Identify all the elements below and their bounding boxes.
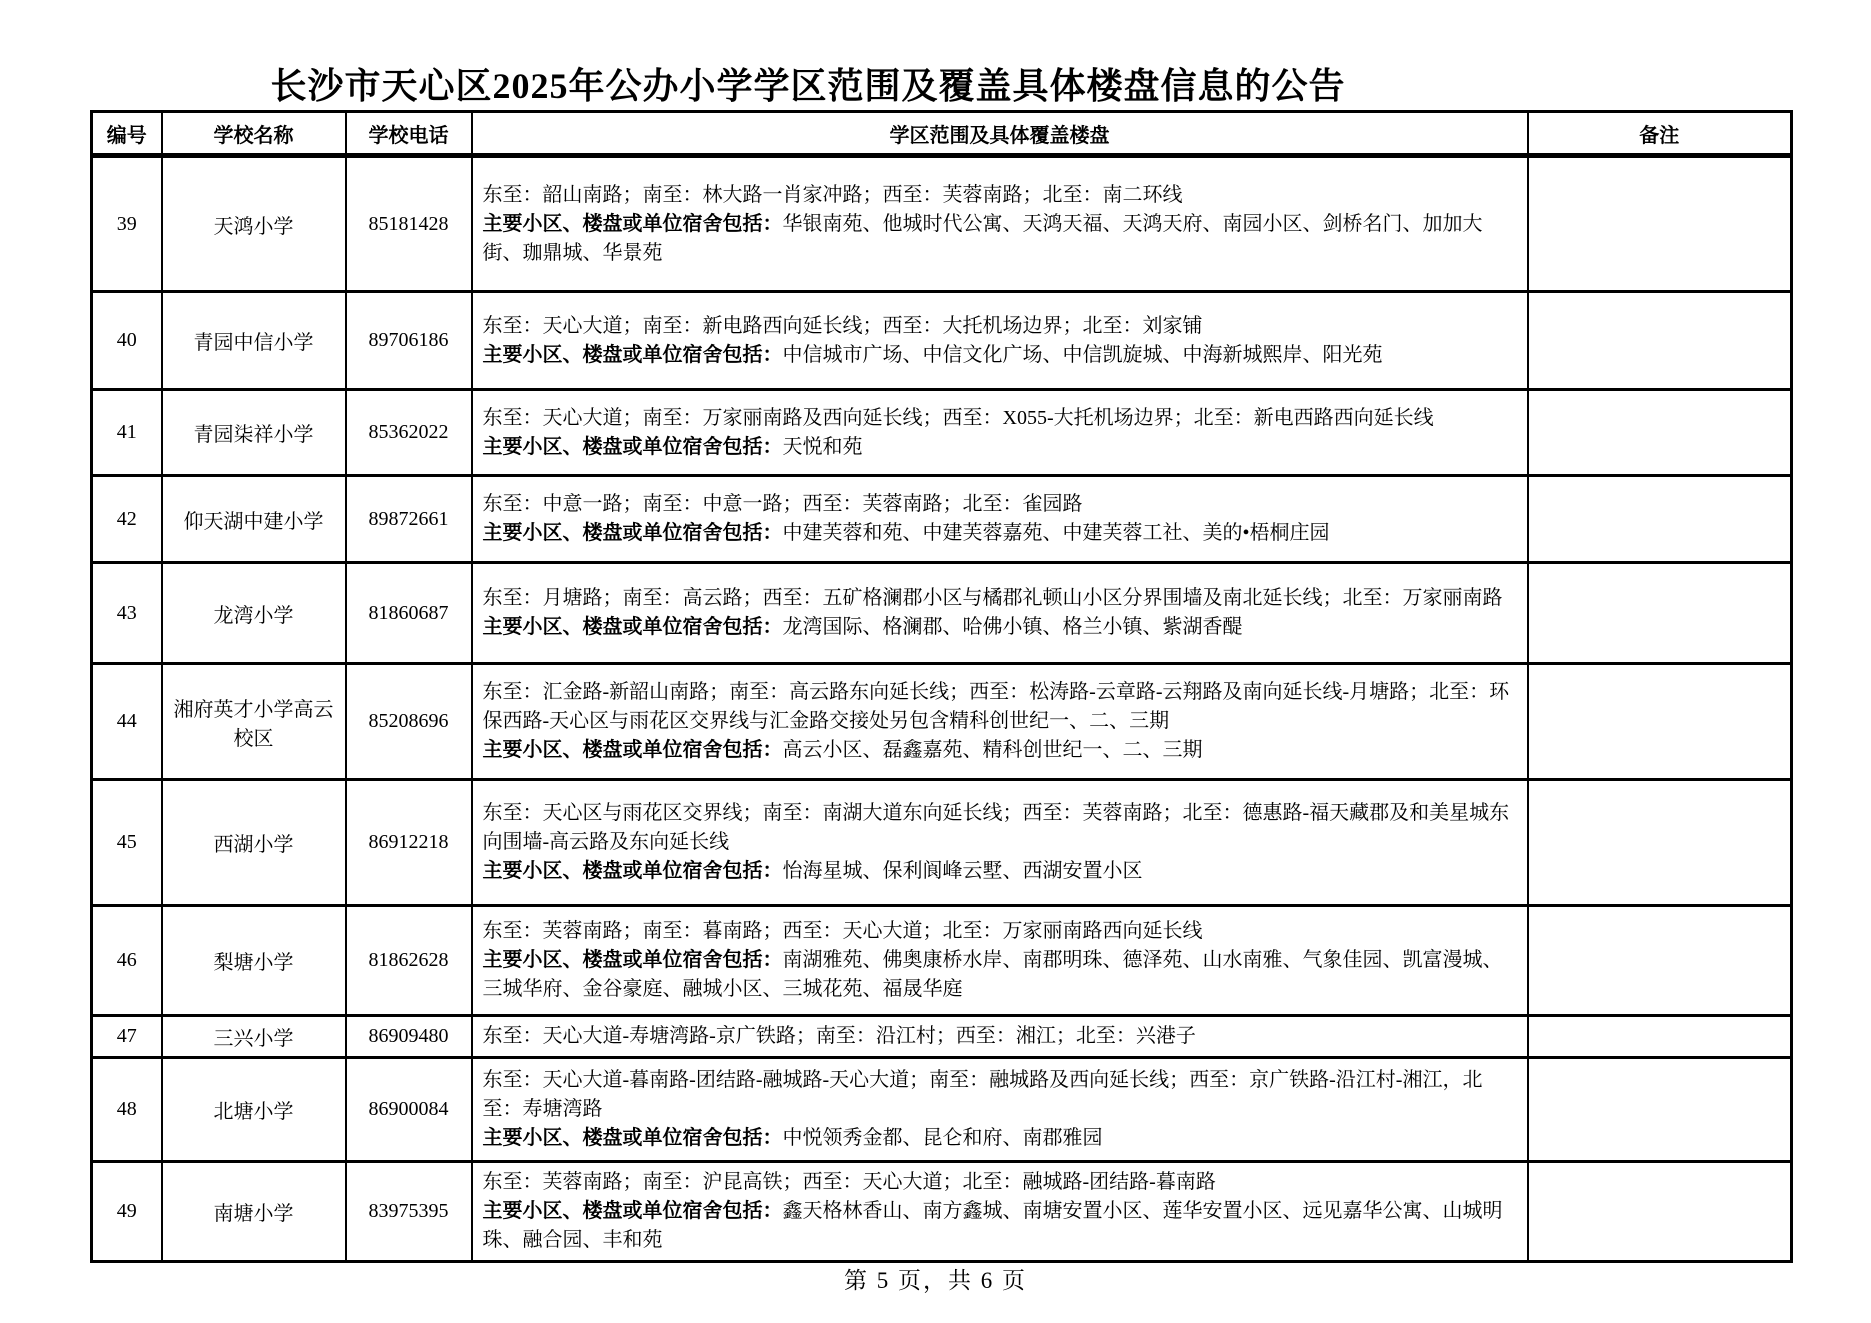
- school-name: 龙湾小学: [162, 563, 346, 664]
- zone-boundary: 东至：汇金路-新韶山南路；南至：高云路东向延长线；西至：松涛路-云章路-云翔路及南向延长线-月塘路；北至：环保西路-天心区与雨花区交界线与汇金路交接处另包含精科创世纪一、二、三期: [482, 681, 1510, 732]
- includes-list: 龙湾国际、格澜郡、哈佛小镇、格兰小镇、紫湖香醍: [782, 616, 1243, 638]
- row-id: 41: [92, 390, 162, 476]
- school-phone: 81860687: [346, 563, 472, 664]
- table-row: [92, 906, 1792, 1016]
- zone-boundary: 东至：天心大道；南至：新电路西向延长线；西至：大托机场边界；北至：刘家铺: [482, 314, 1203, 337]
- includes-label: 主要小区、楼盘或单位宿舍包括：: [482, 1127, 783, 1149]
- school-name: 北塘小学: [162, 1058, 346, 1162]
- zone-boundary: 东至：中意一路；南至：中意一路；西至：芙蓉南路；北至：雀园路: [482, 493, 1083, 515]
- remark-cell: [1528, 664, 1792, 780]
- includes-list: 华银南苑、他城时代公寓、天鸿天福、天鸿天府、南园小区、剑桥名门、加加大街、珈鼎城、华景苑: [482, 212, 1483, 264]
- school-name: 南塘小学: [162, 1162, 346, 1262]
- zone-boundary: 东至：芙蓉南路；南至：沪昆高铁；西至：天心大道；北至：融城路-团结路-暮南路: [482, 1171, 1216, 1193]
- column-header-remark: 备注: [1528, 112, 1792, 156]
- remark-cell: [1528, 1016, 1792, 1058]
- zone-description: [472, 156, 1528, 292]
- table-row: [92, 1162, 1792, 1262]
- remark-cell: [1528, 292, 1792, 390]
- school-phone: 89872661: [346, 476, 472, 563]
- school-phone: 85208696: [346, 664, 472, 780]
- zone-description: [472, 563, 1528, 664]
- school-district-table: [90, 110, 1793, 1263]
- page-title: 长沙市天心区2025年公办小学学区范围及覆盖具体楼盘信息的公告: [270, 66, 1346, 106]
- remark-cell: [1528, 1058, 1792, 1162]
- remark-cell: [1528, 390, 1792, 476]
- zone-description: [472, 780, 1528, 906]
- zone-description: [472, 292, 1528, 390]
- school-name: 青园柒祥小学: [162, 390, 346, 476]
- includes-label: 主要小区、楼盘或单位宿舍包括：: [482, 343, 783, 366]
- table-row: [92, 476, 1792, 563]
- row-id: 45: [92, 780, 162, 906]
- school-name: 青园中信小学: [162, 292, 346, 390]
- row-id: 49: [92, 1162, 162, 1262]
- zone-includes: [483, 433, 1517, 462]
- zone-boundary: 东至：韶山南路；南至：林大路一肖家冲路；西至：芙蓉南路；北至：南二环线: [482, 183, 1183, 206]
- school-phone: 86909480: [346, 1016, 472, 1058]
- table-row: [92, 390, 1792, 476]
- includes-label: 主要小区、楼盘或单位宿舍包括：: [482, 435, 783, 458]
- zone-description: [472, 390, 1528, 476]
- zone-includes: [483, 857, 1517, 886]
- includes-list: 中悦领秀金都、昆仑和府、南郡雅园: [782, 1127, 1103, 1149]
- remark-cell: [1528, 563, 1792, 664]
- row-id: 48: [92, 1058, 162, 1162]
- includes-label: 主要小区、楼盘或单位宿舍包括：: [482, 1200, 783, 1222]
- zone-boundary: 东至：天心大道-寿塘湾路-京广铁路；南至：沿江村；西至：湘江；北至：兴港子: [482, 1025, 1196, 1047]
- column-header-id: 编号: [92, 112, 162, 156]
- zone-includes: [483, 946, 1517, 1004]
- includes-list: 鑫天格林香山、南方鑫城、南塘安置小区、莲华安置小区、远见嘉华公寓、山城明珠、融合园、丰和苑: [482, 1200, 1503, 1251]
- remark-cell: [1528, 476, 1792, 563]
- table-row: [92, 1058, 1792, 1162]
- zone-description: [472, 1016, 1528, 1058]
- column-header-zone: 学区范围及具体覆盖楼盘: [472, 112, 1528, 156]
- page-number-footer: 第 5 页，共 6 页: [844, 1268, 1027, 1293]
- includes-list: 天悦和苑: [782, 435, 863, 458]
- table-header-row: [92, 112, 1792, 156]
- includes-label: 主要小区、楼盘或单位宿舍包括：: [482, 522, 783, 544]
- zone-boundary: 东至：天心大道；南至：万家丽南路及西向延长线；西至：X055-大托机场边界；北至：新电西路西向延长线: [482, 406, 1434, 429]
- zone-includes: [483, 1197, 1517, 1255]
- column-header-phone: 学校电话: [346, 112, 472, 156]
- zone-description: [472, 906, 1528, 1016]
- includes-label: 主要小区、楼盘或单位宿舍包括：: [482, 739, 783, 761]
- zone-description: [472, 476, 1528, 563]
- zone-includes: [483, 519, 1517, 548]
- row-id: 42: [92, 476, 162, 563]
- remark-cell: [1528, 906, 1792, 1016]
- includes-list: 中信城市广场、中信文化广场、中信凯旋城、中海新城熙岸、阳光苑: [782, 343, 1383, 366]
- zone-boundary: 东至：月塘路；南至：高云路；西至：五矿格澜郡小区与橘郡礼顿山小区分界围墙及南北延长线；北至：万家丽南路: [482, 587, 1503, 609]
- school-phone: 86912218: [346, 780, 472, 906]
- zone-includes: [483, 210, 1517, 268]
- zone-description: [472, 1162, 1528, 1262]
- row-id: 43: [92, 563, 162, 664]
- zone-includes: [483, 613, 1517, 642]
- school-name: 三兴小学: [162, 1016, 346, 1058]
- zone-includes: [483, 736, 1517, 765]
- table-row: [92, 664, 1792, 780]
- remark-cell: [1528, 1162, 1792, 1262]
- includes-label: 主要小区、楼盘或单位宿舍包括：: [482, 212, 783, 235]
- zone-boundary: 东至：天心大道-暮南路-团结路-融城路-天心大道；南至：融城路及西向延长线；西至：京广铁路-沿江村-湘江，北至：寿塘湾路: [482, 1069, 1483, 1120]
- table-row: [92, 563, 1792, 664]
- school-phone: 81862628: [346, 906, 472, 1016]
- school-phone: 83975395: [346, 1162, 472, 1262]
- school-phone: 85362022: [346, 390, 472, 476]
- includes-list: 怡海星城、保利阆峰云墅、西湖安置小区: [782, 860, 1143, 882]
- remark-cell: [1528, 780, 1792, 906]
- table-row: [92, 1016, 1792, 1058]
- zone-description: [472, 664, 1528, 780]
- school-phone: 85181428: [346, 156, 472, 292]
- remark-cell: [1528, 156, 1792, 292]
- school-name: 西湖小学: [162, 780, 346, 906]
- table-row: [92, 292, 1792, 390]
- school-name: 仰天湖中建小学: [162, 476, 346, 563]
- row-id: 40: [92, 292, 162, 390]
- includes-list: 中建芙蓉和苑、中建芙蓉嘉苑、中建芙蓉工社、美的•梧桐庄园: [782, 522, 1330, 544]
- row-id: 47: [92, 1016, 162, 1058]
- includes-list: 南湖雅苑、佛奥康桥水岸、南郡明珠、德泽苑、山水南雅、气象佳园、凯富漫城、三城华府、金谷豪庭、融城小区、三城花苑、福晟华庭: [482, 949, 1503, 1000]
- school-phone: 86900084: [346, 1058, 472, 1162]
- school-phone: 89706186: [346, 292, 472, 390]
- zone-description: [472, 1058, 1528, 1162]
- includes-label: 主要小区、楼盘或单位宿舍包括：: [482, 949, 783, 971]
- school-name: 梨塘小学: [162, 906, 346, 1016]
- row-id: 39: [92, 156, 162, 292]
- school-name: 天鸿小学: [162, 156, 346, 292]
- zone-boundary: 东至：芙蓉南路；南至：暮南路；西至：天心大道；北至：万家丽南路西向延长线: [482, 920, 1203, 942]
- includes-list: 高云小区、磊鑫嘉苑、精科创世纪一、二、三期: [782, 739, 1203, 761]
- table-row: [92, 156, 1792, 292]
- includes-label: 主要小区、楼盘或单位宿舍包括：: [482, 616, 783, 638]
- includes-label: 主要小区、楼盘或单位宿舍包括：: [482, 860, 783, 882]
- row-id: 46: [92, 906, 162, 1016]
- zone-includes: [483, 341, 1517, 370]
- column-header-name: 学校名称: [162, 112, 346, 156]
- school-name: 湘府英才小学高云校区: [162, 664, 346, 780]
- zone-boundary: 东至：天心区与雨花区交界线；南至：南湖大道东向延长线；西至：芙蓉南路；北至：德惠路-福天藏郡及和美星城东向围墙-高云路及东向延长线: [482, 802, 1510, 853]
- table-row: [92, 780, 1792, 906]
- row-id: 44: [92, 664, 162, 780]
- zone-includes: [483, 1124, 1517, 1153]
